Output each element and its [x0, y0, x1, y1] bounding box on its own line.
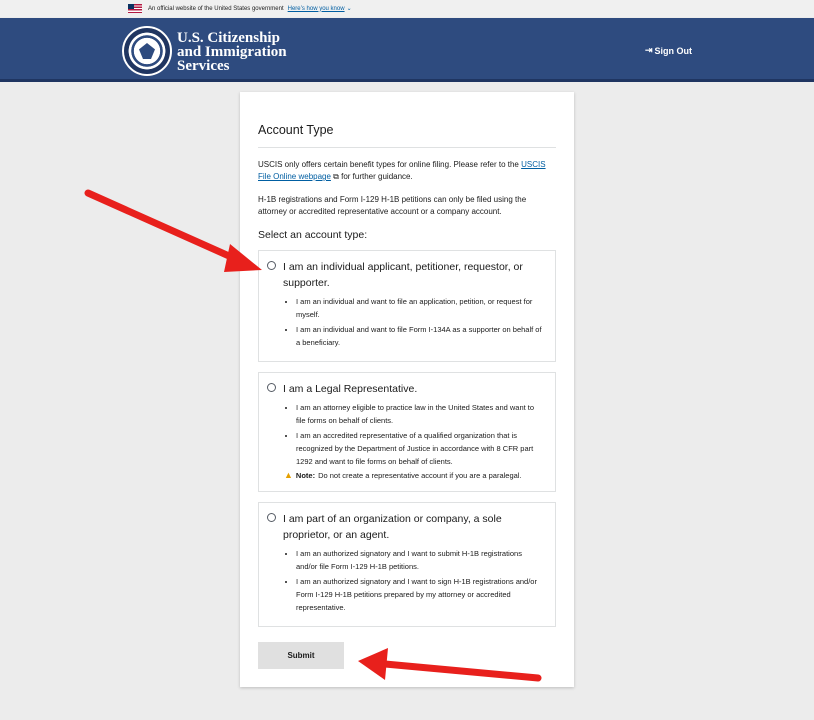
warning-icon: ▲	[284, 470, 293, 480]
list-item: • I am an authorized signatory and I want to submit H-1B registrations and/or file Form I-129 H-1B petitions.	[296, 547, 545, 573]
radio-organization[interactable]	[267, 513, 276, 522]
option-organization[interactable]	[258, 502, 556, 627]
us-flag-icon	[128, 4, 142, 13]
option-individual[interactable]	[258, 250, 556, 362]
select-account-type-label: Select an account type:	[258, 229, 368, 241]
intro-prefix: USCIS only offers certain benefit types for online filing. Please refer to the	[258, 160, 522, 169]
option-legal-representative-title: I am a Legal Representative.	[283, 383, 418, 395]
list-item: • I am an authorized signatory and I want to sign H-1B registrations and/or Form I-129 H-1B petitions prepared by my attorney or accredited representative.	[296, 575, 545, 614]
list-item: • I am an individual and want to file Form I-134A as a supporter on behalf of a beneficiary.	[296, 323, 545, 349]
site-header	[0, 18, 814, 82]
option-individual-bullets	[267, 295, 545, 349]
uscis-seal-icon[interactable]	[122, 26, 172, 76]
page-title: Account Type	[258, 123, 556, 148]
option-organization-bullets	[267, 547, 545, 614]
radio-legal-representative[interactable]	[267, 383, 276, 392]
heres-how-you-know-link[interactable]: Here’s how you know	[287, 5, 345, 12]
red-arrow-annotation	[88, 193, 262, 272]
sign-out-label: Sign Out	[654, 45, 692, 56]
gov-banner-text: An official website of the United States government	[148, 5, 284, 12]
list-item: • I am an accredited representative of a qualified organization that is recognized by the Department of Justice in accordance with 8 CFR part 1292 and want to file forms on behalf of clients.	[296, 429, 545, 468]
note-text: Do not create a representative account if you are a paralegal.	[318, 470, 522, 480]
intro-suffix: for further guidance.	[338, 172, 413, 181]
option-legal-representative[interactable]	[258, 372, 556, 492]
note-label: Note:	[295, 470, 316, 480]
intro-text	[258, 159, 556, 183]
chevron-down-icon[interactable]: ⌄	[346, 6, 352, 12]
list-item: • I am an attorney eligible to practice law in the United States and want to file forms on behalf of clients.	[296, 401, 545, 427]
gov-banner	[0, 0, 814, 17]
agency-line-1: U.S. Citizenship	[177, 30, 280, 46]
agency-name[interactable]	[177, 31, 287, 73]
list-item: • I am an individual and want to file an application, petition, or request for myself.	[296, 295, 545, 321]
agency-line-2: and Immigration	[177, 44, 287, 60]
paralegal-note	[267, 470, 545, 480]
account-type-card	[240, 92, 574, 687]
uscis-file-online-link[interactable]: USCIS File Online webpage	[258, 160, 546, 181]
option-individual-title: I am an individual applicant, petitioner, requestor, or supporter.	[283, 261, 523, 289]
radio-individual[interactable]	[267, 261, 276, 270]
sign-out-icon: ⇥	[644, 45, 653, 55]
agency-line-3: Services	[177, 58, 230, 74]
option-legal-representative-bullets	[267, 401, 545, 468]
submit-button[interactable]: Submit	[258, 642, 344, 669]
sign-out-button[interactable]	[645, 45, 692, 56]
option-organization-title: I am part of an organization or company, a sole proprietor, or an agent.	[283, 513, 502, 541]
external-link-icon: ⧉	[333, 172, 339, 181]
h1b-note: H-1B registrations and Form I-129 H-1B petitions can only be filed using the attorney or accredited representative account or a company account.	[258, 195, 527, 216]
